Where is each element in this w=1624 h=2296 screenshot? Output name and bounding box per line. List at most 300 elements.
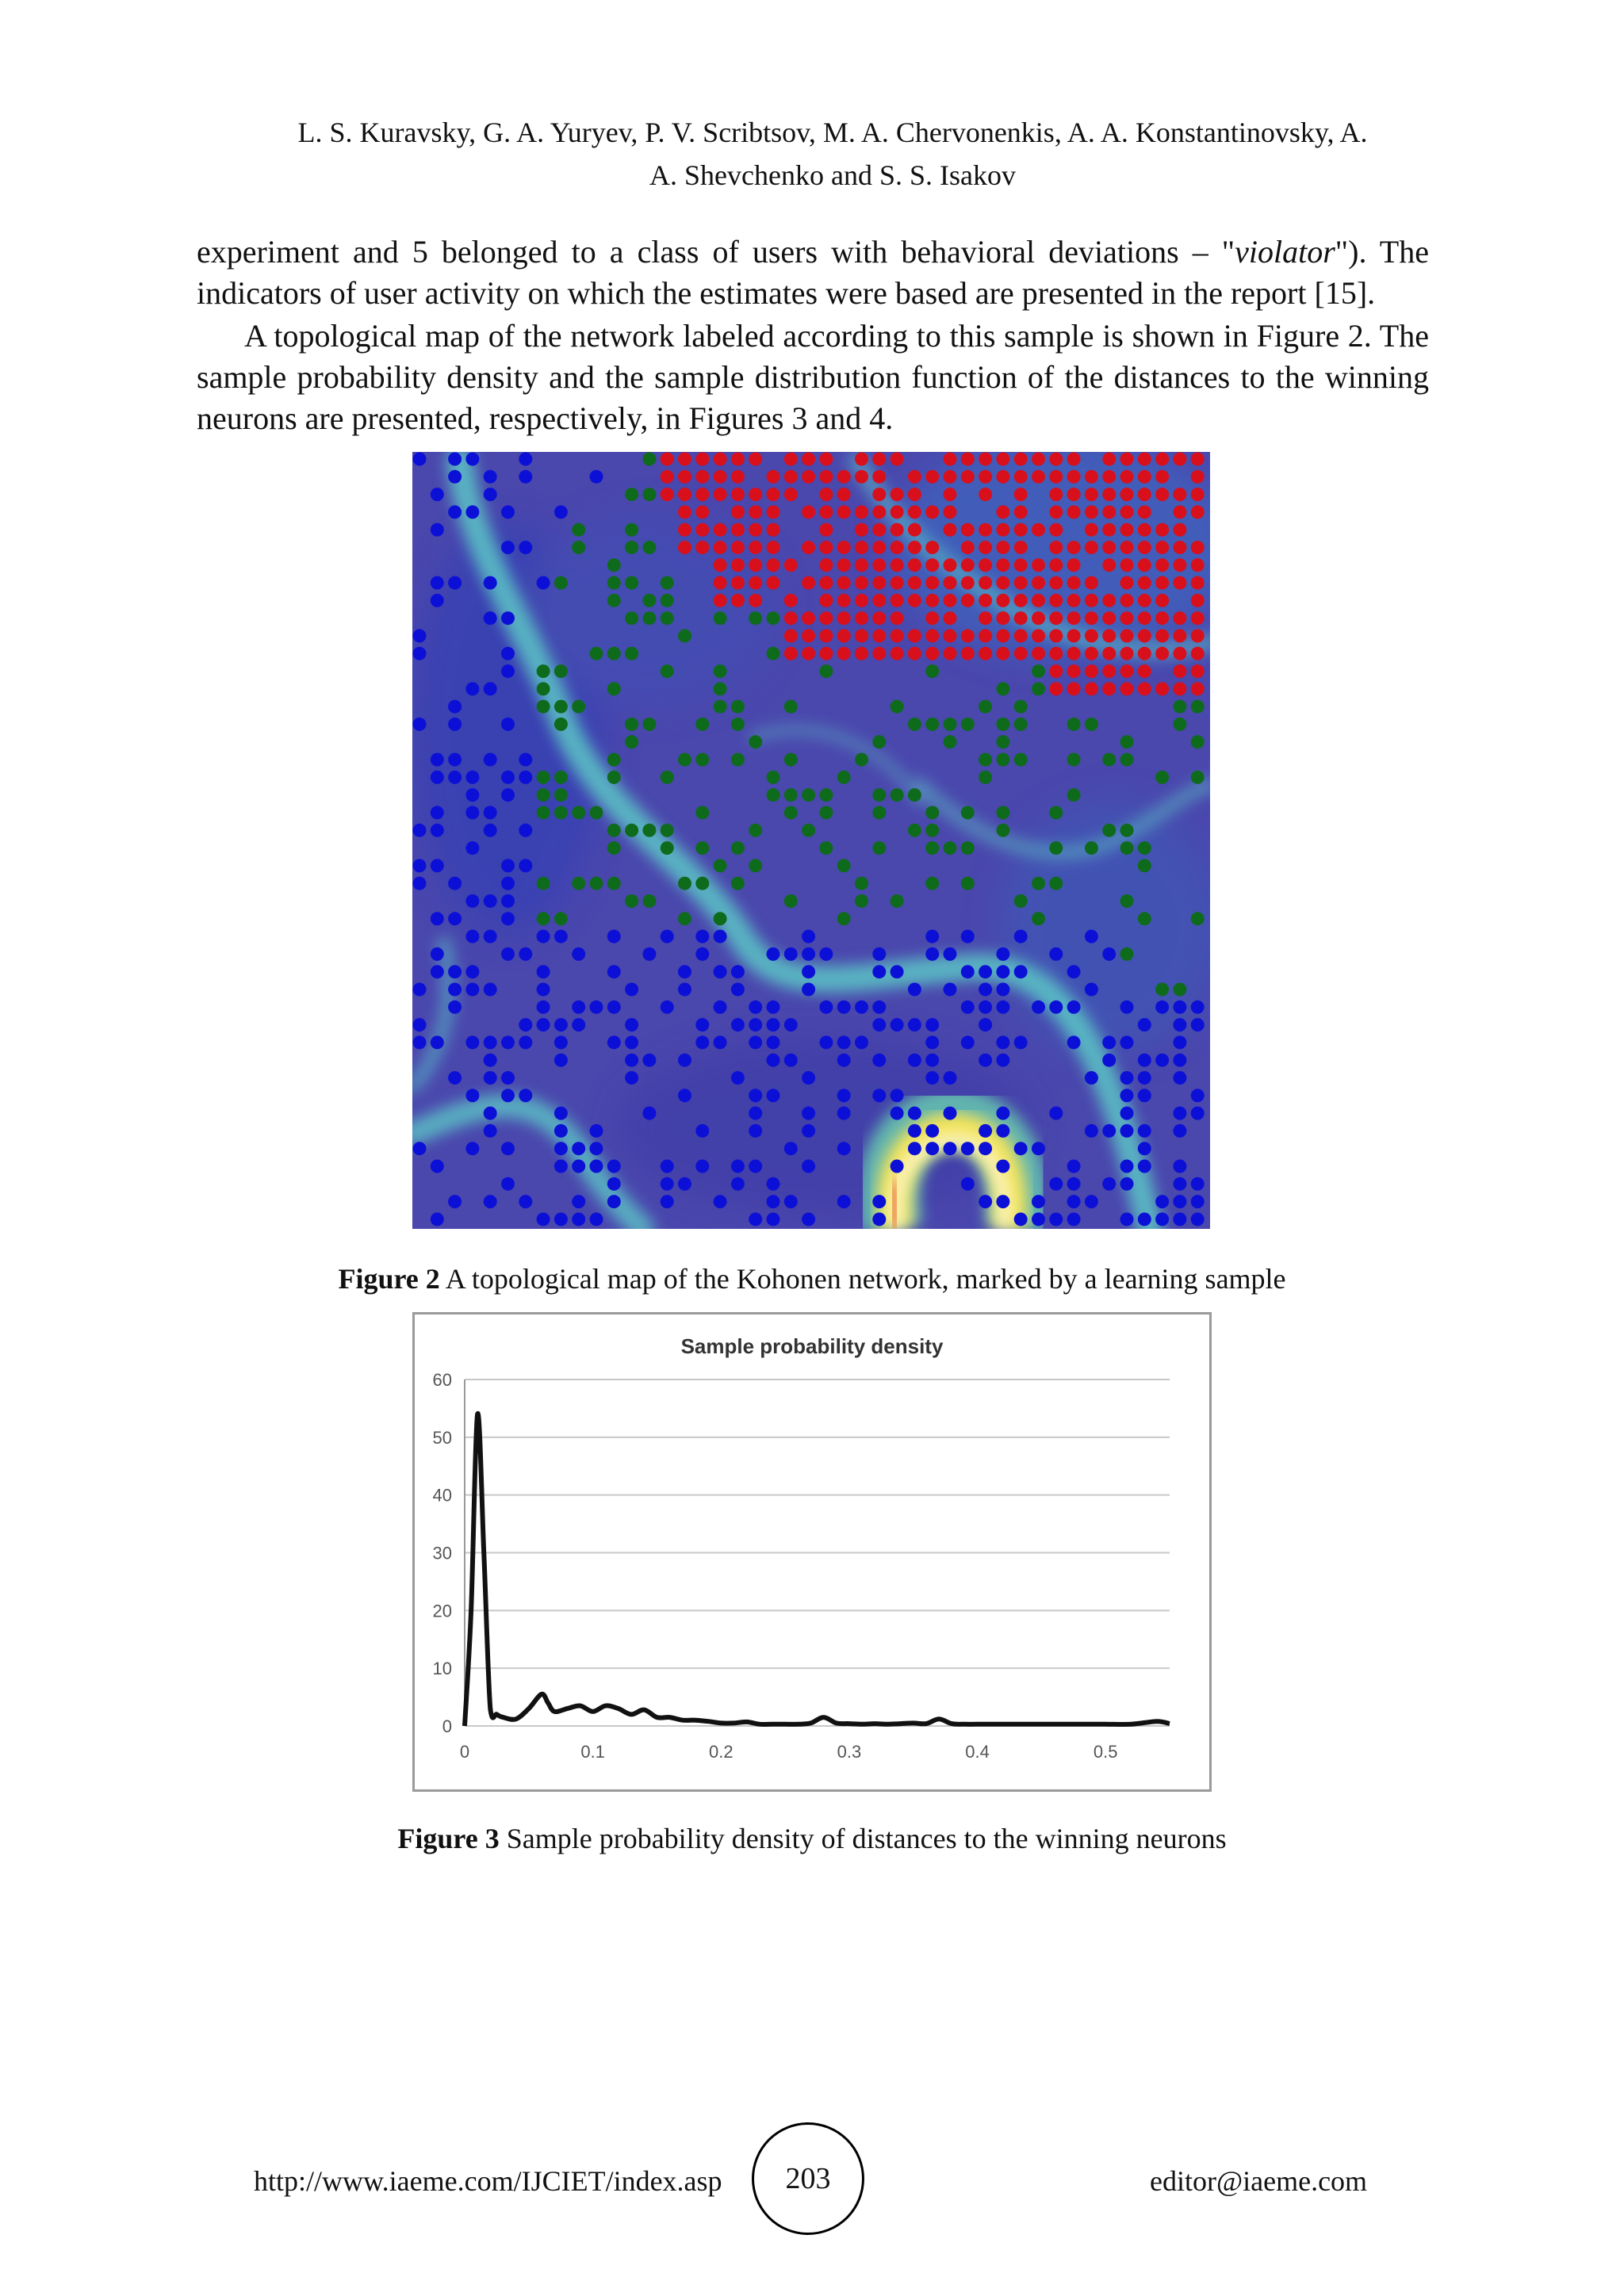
map-node-blue	[891, 1107, 904, 1120]
map-node-red	[996, 576, 1009, 590]
map-node-red	[925, 576, 939, 590]
map-node-blue	[484, 1071, 497, 1085]
map-node-blue	[767, 1054, 780, 1067]
figure-3-caption	[0, 1822, 1624, 1855]
map-node-red	[837, 558, 851, 572]
map-node-green	[925, 841, 939, 855]
map-node-blue	[448, 718, 462, 731]
map-node-blue	[413, 629, 427, 643]
map-node-red	[1138, 594, 1151, 607]
map-node-green	[1049, 841, 1063, 855]
map-node-red	[1102, 541, 1116, 554]
map-node-blue	[484, 1124, 497, 1138]
map-node-blue	[519, 470, 532, 484]
map-node-red	[1138, 611, 1151, 625]
map-node-red	[714, 453, 727, 466]
map-node-green	[714, 700, 727, 714]
map-node-red	[872, 453, 886, 466]
map-node-green	[1032, 682, 1045, 695]
map-node-blue	[1138, 1018, 1151, 1031]
map-node-blue	[944, 1071, 957, 1085]
map-node-red	[1138, 523, 1151, 537]
map-node-blue	[431, 859, 444, 872]
map-node-red	[944, 594, 957, 607]
map-node-red	[678, 488, 691, 501]
map-node-blue	[413, 824, 427, 837]
map-node-blue	[891, 1018, 904, 1031]
map-node-red	[908, 576, 921, 590]
map-node-blue	[484, 682, 497, 695]
map-node-blue	[519, 1018, 532, 1031]
map-node-red	[1032, 470, 1045, 484]
map-node-red	[996, 647, 1009, 660]
map-node-blue	[714, 1195, 727, 1208]
map-node-blue	[607, 1160, 621, 1173]
map-node-red	[855, 611, 868, 625]
map-node-red	[1120, 470, 1134, 484]
map-node-green	[695, 806, 709, 820]
map-node-red	[714, 594, 727, 607]
map-node-red	[1085, 523, 1098, 537]
map-node-green	[819, 788, 833, 802]
map-node-red	[1173, 664, 1186, 678]
map-node-blue	[925, 947, 939, 961]
map-node-green	[537, 664, 550, 678]
map-node-red	[837, 629, 851, 643]
map-node-blue	[625, 1035, 638, 1049]
map-node-green	[749, 735, 762, 748]
map-node-red	[872, 647, 886, 660]
map-node-blue	[944, 1107, 957, 1120]
map-node-green	[590, 806, 603, 820]
map-node-red	[908, 470, 921, 484]
map-node-red	[731, 453, 745, 466]
map-node-blue	[1067, 1212, 1081, 1226]
map-node-blue	[767, 1195, 780, 1208]
map-node-green	[607, 647, 621, 660]
map-node-blue	[731, 1018, 745, 1031]
map-node-green	[925, 824, 939, 837]
map-node-green	[784, 753, 798, 767]
map-node-blue	[996, 1107, 1009, 1120]
map-node-red	[1120, 647, 1134, 660]
map-node-red	[908, 558, 921, 572]
map-node-blue	[501, 771, 515, 784]
map-node-blue	[1138, 1089, 1151, 1102]
map-node-blue	[979, 965, 992, 978]
map-node-blue	[590, 1001, 603, 1014]
map-node-blue	[448, 505, 462, 519]
map-node-red	[979, 488, 992, 501]
map-node-red	[1173, 523, 1186, 537]
map-node-blue	[465, 453, 479, 466]
map-node-blue	[891, 1089, 904, 1102]
map-node-red	[1014, 611, 1028, 625]
map-node-red	[1120, 453, 1134, 466]
map-node-red	[1049, 470, 1063, 484]
map-node-red	[1155, 470, 1169, 484]
map-node-red	[731, 523, 745, 537]
map-node-blue	[1014, 965, 1028, 978]
map-node-blue	[1085, 1071, 1098, 1085]
map-node-blue	[1067, 965, 1081, 978]
map-node-green	[819, 806, 833, 820]
map-node-blue	[448, 965, 462, 978]
map-node-blue	[872, 965, 886, 978]
footer-url[interactable]: http://www.iaeme.com/IJCIET/index.asp	[254, 2165, 722, 2197]
map-node-red	[819, 576, 833, 590]
map-node-blue	[784, 1054, 798, 1067]
map-node-red	[1067, 470, 1081, 484]
map-node-blue	[413, 718, 427, 731]
map-node-red	[731, 505, 745, 519]
map-node-blue	[448, 1001, 462, 1014]
map-node-red	[1155, 611, 1169, 625]
map-node-green	[537, 682, 550, 695]
map-node-blue	[431, 912, 444, 925]
map-node-green	[642, 718, 656, 731]
map-node-red	[784, 453, 798, 466]
map-node-blue	[537, 1001, 550, 1014]
map-node-green	[572, 806, 585, 820]
authors-line-1: L. S. Kuravsky, G. A. Yuryev, P. V. Scribtsov, M. A. Chervonenkis, A. A. Konstantinovsky, A.	[297, 117, 1368, 148]
map-node-blue	[872, 1089, 886, 1102]
map-node-red	[1191, 647, 1205, 660]
map-node-green	[607, 753, 621, 767]
map-node-red	[731, 558, 745, 572]
map-node-red	[784, 470, 798, 484]
map-node-blue	[1120, 1107, 1134, 1120]
map-node-red	[819, 594, 833, 607]
map-node-blue	[1173, 1195, 1186, 1208]
map-node-red	[944, 647, 957, 660]
map-node-blue	[695, 1124, 709, 1138]
page-number	[752, 2122, 864, 2235]
map-node-red	[1067, 594, 1081, 607]
map-node-blue	[661, 1001, 674, 1014]
map-node-red	[872, 558, 886, 572]
map-node-green	[996, 753, 1009, 767]
map-node-green	[554, 576, 568, 590]
map-node-blue	[872, 1054, 886, 1067]
map-node-blue	[501, 947, 515, 961]
map-node-blue	[465, 806, 479, 820]
map-node-blue	[501, 718, 515, 731]
map-node-blue	[572, 947, 585, 961]
map-node-green	[554, 718, 568, 731]
map-node-red	[1067, 453, 1081, 466]
map-node-green	[855, 894, 868, 908]
map-node-blue	[1102, 947, 1116, 961]
map-node-red	[1191, 629, 1205, 643]
map-node-green	[661, 771, 674, 784]
map-node-blue	[413, 1035, 427, 1049]
map-node-blue	[484, 1035, 497, 1049]
map-node-red	[979, 629, 992, 643]
map-node-red	[731, 541, 745, 554]
map-node-blue	[501, 894, 515, 908]
map-node-blue	[448, 470, 462, 484]
map-node-red	[1014, 541, 1028, 554]
map-node-blue	[413, 983, 427, 997]
map-node-blue	[925, 1054, 939, 1067]
map-node-red	[1102, 470, 1116, 484]
map-node-red	[1067, 488, 1081, 501]
map-node-red	[996, 594, 1009, 607]
map-node-red	[1191, 558, 1205, 572]
map-node-blue	[714, 965, 727, 978]
map-node-green	[607, 682, 621, 695]
map-node-red	[1085, 664, 1098, 678]
map-node-blue	[1014, 1142, 1028, 1155]
map-node-green	[996, 718, 1009, 731]
map-node-red	[784, 558, 798, 572]
map-node-green	[572, 700, 585, 714]
figure-2-caption-text: A topological map of the Kohonen network, marked by a learning sample	[439, 1263, 1286, 1295]
map-node-blue	[819, 1001, 833, 1014]
map-node-red	[1085, 682, 1098, 695]
map-node-red	[1049, 629, 1063, 643]
map-node-green	[1102, 753, 1116, 767]
map-node-green	[642, 594, 656, 607]
map-node-red	[1173, 647, 1186, 660]
map-node-green	[625, 611, 638, 625]
map-node-green	[944, 841, 957, 855]
map-node-red	[1014, 576, 1028, 590]
map-node-blue	[749, 1018, 762, 1031]
map-node-green	[855, 877, 868, 890]
map-node-green	[678, 629, 691, 643]
map-node-blue	[837, 1054, 851, 1067]
map-node-blue	[1102, 1124, 1116, 1138]
map-node-blue	[413, 1018, 427, 1031]
map-node-green	[731, 753, 745, 767]
footer-email[interactable]: editor@iaeme.com	[1150, 2165, 1368, 2197]
map-node-green	[642, 611, 656, 625]
map-node-blue	[465, 983, 479, 997]
map-node-blue	[572, 1160, 585, 1173]
map-node-green	[767, 771, 780, 784]
map-node-blue	[731, 1160, 745, 1173]
map-node-blue	[1191, 1089, 1205, 1102]
map-node-blue	[1120, 1177, 1134, 1191]
map-node-red	[1138, 682, 1151, 695]
map-node-blue	[767, 1177, 780, 1191]
map-node-red	[1085, 488, 1098, 501]
running-header	[238, 111, 1427, 197]
map-node-blue	[979, 1001, 992, 1014]
map-node-blue	[908, 1107, 921, 1120]
map-node-blue	[1049, 1107, 1063, 1120]
map-node-red	[1138, 576, 1151, 590]
map-node-red	[695, 470, 709, 484]
map-node-blue	[961, 1035, 975, 1049]
map-node-blue	[979, 983, 992, 997]
map-node-red	[802, 611, 815, 625]
map-node-red	[961, 576, 975, 590]
map-node-green	[961, 877, 975, 890]
map-node-blue	[802, 930, 815, 943]
map-node-red	[1191, 505, 1205, 519]
map-node-red	[1014, 558, 1028, 572]
map-node-blue	[695, 1035, 709, 1049]
map-node-green	[607, 877, 621, 890]
map-node-green	[714, 682, 727, 695]
map-node-red	[872, 576, 886, 590]
map-node-blue	[519, 753, 532, 767]
map-node-red	[784, 647, 798, 660]
map-node-green	[996, 806, 1009, 820]
map-node-blue	[695, 1160, 709, 1173]
map-node-blue	[607, 930, 621, 943]
map-node-red	[872, 505, 886, 519]
map-node-red	[1155, 453, 1169, 466]
map-node-blue	[767, 1001, 780, 1014]
map-node-blue	[484, 1195, 497, 1208]
map-node-red	[891, 541, 904, 554]
x-tick-label: 0.3	[837, 1742, 862, 1762]
map-node-red	[1014, 453, 1028, 466]
map-node-blue	[979, 1054, 992, 1067]
map-node-green	[678, 753, 691, 767]
map-node-green	[642, 824, 656, 837]
map-node-blue	[465, 930, 479, 943]
map-node-green	[996, 682, 1009, 695]
map-node-green	[961, 841, 975, 855]
map-node-red	[767, 488, 780, 501]
map-node-green	[625, 735, 638, 748]
map-node-red	[961, 470, 975, 484]
map-node-blue	[431, 771, 444, 784]
map-node-red	[1032, 647, 1045, 660]
map-node-red	[908, 488, 921, 501]
map-node-green	[695, 841, 709, 855]
map-node-red	[1049, 505, 1063, 519]
map-node-green	[749, 611, 762, 625]
map-node-red	[1191, 594, 1205, 607]
map-node-green	[714, 611, 727, 625]
map-node-green	[537, 771, 550, 784]
map-node-red	[1155, 523, 1169, 537]
map-node-green	[908, 824, 921, 837]
map-node-red	[1102, 682, 1116, 695]
map-node-red	[891, 647, 904, 660]
map-node-red	[891, 488, 904, 501]
map-node-red	[731, 594, 745, 607]
map-node-red	[996, 629, 1009, 643]
map-node-red	[996, 470, 1009, 484]
figure-2-caption	[0, 1262, 1624, 1295]
map-node-red	[1173, 576, 1186, 590]
map-node-red	[1032, 594, 1045, 607]
map-node-blue	[1120, 1160, 1134, 1173]
map-node-red	[1138, 470, 1151, 484]
map-node-blue	[465, 1089, 479, 1102]
map-node-red	[1085, 505, 1098, 519]
map-node-blue	[448, 912, 462, 925]
map-node-red	[819, 558, 833, 572]
map-node-blue	[1138, 1054, 1151, 1067]
map-node-blue	[537, 965, 550, 978]
map-node-green	[1173, 700, 1186, 714]
map-node-red	[819, 647, 833, 660]
map-node-blue	[501, 611, 515, 625]
map-node-blue	[1138, 1142, 1151, 1155]
map-node-blue	[837, 1089, 851, 1102]
map-node-green	[1120, 841, 1134, 855]
map-node-blue	[714, 930, 727, 943]
map-node-blue	[925, 930, 939, 943]
map-node-red	[767, 523, 780, 537]
map-node-red	[1155, 629, 1169, 643]
map-node-blue	[554, 1212, 568, 1226]
map-node-red	[1138, 664, 1151, 678]
map-node-blue	[996, 1124, 1009, 1138]
map-node-green	[1067, 753, 1081, 767]
map-node-red	[1191, 576, 1205, 590]
map-node-red	[837, 611, 851, 625]
map-node-blue	[448, 753, 462, 767]
map-node-red	[961, 629, 975, 643]
map-node-blue	[590, 470, 603, 484]
map-node-green	[607, 824, 621, 837]
map-node-blue	[554, 1160, 568, 1173]
map-node-blue	[1173, 1107, 1186, 1120]
map-node-blue	[661, 930, 674, 943]
map-node-blue	[484, 576, 497, 590]
map-node-red	[767, 576, 780, 590]
map-node-green	[537, 700, 550, 714]
map-node-red	[1155, 594, 1169, 607]
map-node-blue	[1191, 1107, 1205, 1120]
map-node-red	[1102, 611, 1116, 625]
map-node-blue	[678, 965, 691, 978]
map-node-blue	[1085, 930, 1098, 943]
map-node-red	[996, 611, 1009, 625]
map-node-blue	[431, 1212, 444, 1226]
map-node-red	[802, 505, 815, 519]
map-node-green	[661, 841, 674, 855]
map-node-red	[1155, 576, 1169, 590]
map-node-blue	[1102, 1054, 1116, 1067]
map-node-red	[961, 523, 975, 537]
map-node-green	[731, 700, 745, 714]
map-node-red	[855, 541, 868, 554]
map-node-red	[1049, 488, 1063, 501]
map-node-red	[1173, 558, 1186, 572]
map-node-red	[1173, 629, 1186, 643]
map-node-red	[819, 505, 833, 519]
map-node-red	[1155, 682, 1169, 695]
map-node-blue	[695, 947, 709, 961]
map-node-red	[891, 453, 904, 466]
map-node-red	[1067, 505, 1081, 519]
map-node-blue	[802, 1124, 815, 1138]
map-node-green	[731, 841, 745, 855]
map-node-green	[1138, 841, 1151, 855]
map-node-red	[855, 647, 868, 660]
map-node-blue	[465, 1142, 479, 1155]
map-node-blue	[837, 1107, 851, 1120]
map-node-blue	[413, 453, 427, 466]
x-tick-label: 0.1	[580, 1742, 605, 1762]
map-node-green	[1120, 735, 1134, 748]
map-node-blue	[1049, 1001, 1063, 1014]
map-node-green	[590, 877, 603, 890]
map-node-blue	[961, 1142, 975, 1155]
map-node-red	[891, 576, 904, 590]
map-node-blue	[448, 1071, 462, 1085]
